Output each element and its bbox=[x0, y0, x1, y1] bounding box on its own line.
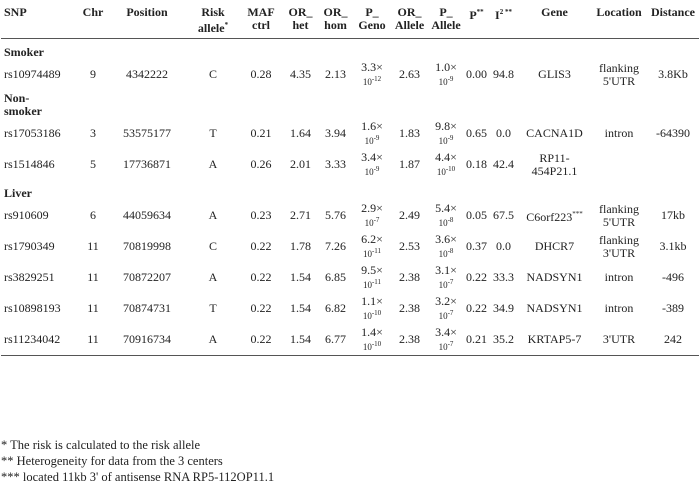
i2-cell: 34.9 bbox=[493, 301, 514, 315]
or-het-cell: 1.54 bbox=[290, 270, 311, 284]
gene-cell: DHCR7 bbox=[534, 239, 575, 253]
p-allele-cell: 3.4× $10^{-7}$ bbox=[435, 324, 457, 352]
footnotes bbox=[1, 437, 274, 485]
distance-cell: 3.8Kb bbox=[658, 67, 688, 81]
snp-id-cell: rs10898193 bbox=[4, 301, 61, 315]
header-or-hom: OR_ hom bbox=[323, 5, 348, 32]
p-geno-cell: 1.1× $10^{-10}$ bbox=[361, 294, 383, 321]
or-het-cell: 4.35 bbox=[290, 67, 311, 81]
distance-cell: -496 bbox=[662, 270, 684, 284]
maf-cell: 0.28 bbox=[250, 67, 272, 81]
or-allele-cell: 2.38 bbox=[399, 301, 420, 315]
snp-id-cell: rs3829251 bbox=[4, 270, 55, 284]
distance-cell: -389 bbox=[662, 301, 684, 315]
header-i2: $I^{2 **}$ bbox=[495, 8, 512, 22]
i2-cell: 0.0 bbox=[496, 239, 511, 253]
table-row bbox=[1, 59, 699, 90]
location-cell: flanking 5'UTR bbox=[599, 201, 639, 229]
maf-cell: 0.26 bbox=[250, 157, 272, 171]
section-row-smoker bbox=[1, 38, 699, 59]
position-cell: 4342222 bbox=[126, 67, 168, 81]
maf-cell: 0.23 bbox=[250, 208, 272, 222]
location-cell: intron bbox=[604, 270, 634, 284]
snp-id-cell: rs1790349 bbox=[4, 239, 55, 253]
p-allele-cell: 9.8× $10^{-9}$ bbox=[435, 119, 457, 146]
header-position: Position bbox=[126, 5, 168, 19]
location-cell: intron bbox=[604, 301, 634, 315]
position-cell: 70916734 bbox=[123, 331, 171, 346]
location-cell: 3'UTR bbox=[602, 331, 636, 346]
chr-cell: 6 bbox=[90, 208, 96, 222]
risk-allele-cell: A bbox=[208, 270, 218, 284]
or-hom-cell: 2.13 bbox=[325, 67, 346, 81]
or-allele-cell: 1.87 bbox=[399, 157, 420, 171]
gene-cell: NADSYN1 bbox=[526, 270, 583, 284]
section-label-liver: Liver bbox=[4, 186, 32, 200]
p-geno-cell: 3.3× $10^{-12}$ bbox=[361, 60, 383, 87]
header-or-allele: OR_ Allele bbox=[394, 5, 425, 32]
header-chr: Chr bbox=[82, 5, 104, 19]
p-heterogeneity-cell: 0.00 bbox=[466, 67, 487, 81]
location-cell: intron bbox=[604, 126, 634, 140]
i2-cell: 94.8 bbox=[493, 67, 514, 81]
or-hom-cell: 6.77 bbox=[325, 331, 346, 346]
snp-id-cell: rs910609 bbox=[4, 208, 49, 222]
maf-cell: 0.22 bbox=[250, 270, 272, 284]
p-geno-cell: 1.4× $10^{-10}$ bbox=[361, 324, 383, 352]
risk-allele-cell: A bbox=[208, 208, 218, 222]
location-cell bbox=[591, 149, 647, 180]
i2-cell: 42.4 bbox=[493, 157, 514, 171]
table-row bbox=[1, 118, 699, 149]
chr-cell: 11 bbox=[87, 331, 99, 346]
section-row-nonsmoker bbox=[1, 90, 699, 118]
or-het-cell: 1.78 bbox=[290, 239, 311, 253]
or-allele-cell: 2.38 bbox=[399, 270, 420, 284]
position-cell: 17736871 bbox=[123, 157, 171, 171]
table-row bbox=[1, 231, 699, 262]
footnote-antisense: *** located 11kb 3' of antisense RNA RP5-112OP11.1 bbox=[1, 470, 275, 484]
or-allele-cell: 2.53 bbox=[399, 239, 420, 253]
risk-allele-cell: A bbox=[208, 331, 218, 346]
p-allele-cell: 3.2× $10^{-7}$ bbox=[435, 294, 457, 321]
snp-id-cell: rs10974489 bbox=[4, 67, 61, 81]
p-allele-cell: 1.0× $10^{-9}$ bbox=[435, 60, 457, 87]
p-geno-cell: 3.4× $10^{-9}$ bbox=[361, 150, 383, 177]
header-gene: Gene bbox=[541, 5, 568, 19]
or-hom-cell: 3.94 bbox=[325, 126, 346, 140]
p-geno-cell: 6.2× $10^{-11}$ bbox=[361, 232, 383, 259]
or-allele-cell: 2.49 bbox=[399, 208, 420, 222]
table-row bbox=[1, 324, 699, 355]
p-geno-cell: 9.5× $10^{-11}$ bbox=[361, 263, 383, 290]
or-het-cell: 2.01 bbox=[290, 157, 311, 171]
risk-allele-cell: T bbox=[209, 126, 217, 140]
distance-cell: -64390 bbox=[656, 126, 690, 140]
gene-cell: GLIS3 bbox=[538, 67, 571, 81]
p-allele-cell: 3.1× $10^{-7}$ bbox=[435, 263, 457, 290]
p-heterogeneity-cell: 0.22 bbox=[466, 270, 487, 284]
i2-cell: 35.2 bbox=[493, 331, 514, 346]
distance-cell: 3.1kb bbox=[659, 239, 687, 253]
p-allele-cell: 5.4× $10^{-8}$ bbox=[435, 201, 457, 228]
header-p-heterogeneity: P** bbox=[469, 8, 484, 22]
p-heterogeneity-cell: 0.37 bbox=[466, 239, 487, 253]
chr-cell: 5 bbox=[90, 157, 96, 171]
p-heterogeneity-cell: 0.05 bbox=[466, 208, 487, 222]
or-hom-cell: 5.76 bbox=[325, 208, 346, 222]
maf-cell: 0.22 bbox=[250, 301, 272, 315]
p-allele-cell: 3.6× $10^{-8}$ bbox=[435, 232, 457, 259]
snp-results-table bbox=[1, 4, 699, 356]
distance-cell: 17kb bbox=[661, 208, 685, 222]
p-geno-cell: 2.9× $10^{-7}$ bbox=[361, 201, 383, 228]
gene-cell: CACNA1D bbox=[526, 126, 583, 140]
snp-id-cell: rs11234042 bbox=[4, 331, 61, 346]
chr-cell: 3 bbox=[90, 126, 96, 140]
position-cell: 44059634 bbox=[123, 208, 171, 222]
or-hom-cell: 6.82 bbox=[325, 301, 346, 315]
p-geno-cell: 1.6× $10^{-9}$ bbox=[361, 119, 383, 146]
i2-cell: 67.5 bbox=[493, 208, 514, 222]
or-het-cell: 2.71 bbox=[290, 208, 311, 222]
header-distance: Distance bbox=[651, 5, 695, 19]
maf-cell: 0.22 bbox=[250, 239, 272, 253]
section-row-liver bbox=[1, 180, 699, 200]
position-cell: 70872207 bbox=[123, 270, 171, 284]
snp-id-cell: rs17053186 bbox=[4, 126, 61, 140]
risk-allele-cell: C bbox=[208, 239, 217, 253]
maf-cell: 0.22 bbox=[250, 331, 272, 346]
or-het-cell: 1.54 bbox=[290, 301, 311, 315]
p-heterogeneity-cell: 0.65 bbox=[466, 126, 487, 140]
risk-allele-cell: C bbox=[208, 67, 217, 81]
table-row bbox=[1, 200, 699, 231]
or-het-cell: 1.64 bbox=[290, 126, 311, 140]
p-heterogeneity-cell: 0.18 bbox=[466, 157, 487, 171]
position-cell: 70874731 bbox=[123, 301, 171, 315]
header-row bbox=[1, 4, 699, 38]
or-het-cell: 1.54 bbox=[290, 331, 311, 346]
p-allele-cell: 4.4× $10^{-10}$ bbox=[435, 150, 457, 177]
or-hom-cell: 3.33 bbox=[325, 157, 346, 171]
header-risk-allele: Risk allele* bbox=[197, 5, 229, 35]
header-or-het: OR_ het bbox=[288, 5, 313, 32]
chr-cell: 11 bbox=[87, 239, 99, 253]
p-heterogeneity-cell: 0.21 bbox=[466, 331, 487, 346]
chr-cell: 11 bbox=[87, 270, 99, 284]
footnote-heterogeneity: ** Heterogeneity for data from the 3 centers bbox=[1, 454, 223, 468]
chr-cell: 9 bbox=[90, 67, 96, 81]
location-cell: flanking 3'UTR bbox=[599, 232, 639, 260]
gene-cell: NADSYN1 bbox=[526, 301, 583, 315]
table-row bbox=[1, 149, 699, 180]
header-location: Location bbox=[596, 5, 642, 19]
maf-cell: 0.21 bbox=[250, 126, 272, 140]
gene-cell: RP11- 454P21.1 bbox=[531, 150, 578, 178]
gene-cell: C6orf223*** bbox=[526, 209, 583, 224]
risk-allele-cell: T bbox=[209, 301, 217, 315]
header-p-geno: P_ Geno bbox=[358, 5, 386, 32]
distance-cell bbox=[647, 149, 699, 180]
p-heterogeneity-cell: 0.22 bbox=[466, 301, 487, 315]
header-p-allele: P_ Allele bbox=[431, 5, 461, 32]
i2-cell: 33.3 bbox=[493, 270, 514, 284]
header-maf: MAF ctrl bbox=[247, 5, 275, 32]
location-cell: flanking 5'UTR bbox=[599, 60, 639, 88]
chr-cell: 11 bbox=[87, 301, 99, 315]
or-allele-cell: 2.38 bbox=[399, 331, 420, 346]
table-row bbox=[1, 262, 699, 293]
header-snp: SNP bbox=[4, 5, 27, 19]
or-allele-cell: 2.63 bbox=[399, 67, 420, 81]
footnote-risk-allele: * The risk is calculated to the risk allele bbox=[1, 438, 201, 452]
position-cell: 53575177 bbox=[123, 126, 171, 140]
distance-cell: 242 bbox=[664, 331, 682, 346]
or-allele-cell: 1.83 bbox=[399, 126, 420, 140]
or-hom-cell: 7.26 bbox=[325, 239, 346, 253]
table-row bbox=[1, 293, 699, 324]
section-label-nonsmoker: Non- smoker bbox=[4, 91, 42, 118]
risk-allele-cell: A bbox=[208, 157, 218, 171]
or-hom-cell: 6.85 bbox=[325, 270, 346, 284]
section-label-smoker: Smoker bbox=[4, 45, 44, 59]
snp-id-cell: rs1514846 bbox=[4, 157, 55, 171]
i2-cell: 0.0 bbox=[496, 126, 511, 140]
gene-cell: KRTAP5-7 bbox=[527, 331, 582, 346]
position-cell: 70819998 bbox=[123, 239, 171, 253]
